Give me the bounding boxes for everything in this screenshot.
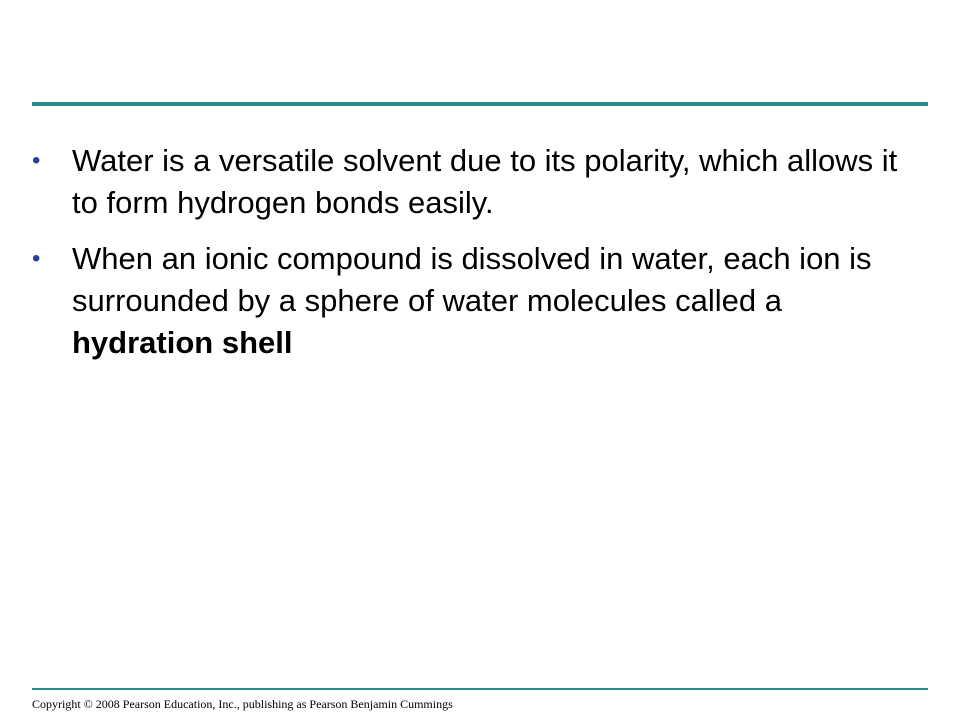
bullet-text: When an ionic compound is dissolved in water, each ion is surrounded by a sphere of water molecules called a bbox=[72, 241, 872, 318]
top-divider bbox=[32, 102, 928, 106]
bullet-text: Water is a versatile solvent due to its polarity, which allows it to form hydrogen bonds easily. bbox=[72, 143, 898, 220]
bullet-item-1 bbox=[32, 140, 912, 224]
bold-term: hydration shell bbox=[72, 325, 293, 360]
bullet-dot: • bbox=[32, 245, 41, 272]
bullet-dot: • bbox=[32, 147, 41, 174]
bullet-item-2 bbox=[32, 238, 912, 364]
bottom-divider bbox=[32, 688, 928, 690]
bullet-list bbox=[32, 140, 912, 380]
copyright-text: Copyright © 2008 Pearson Education, Inc., publishing as Pearson Benjamin Cummings bbox=[32, 697, 453, 711]
